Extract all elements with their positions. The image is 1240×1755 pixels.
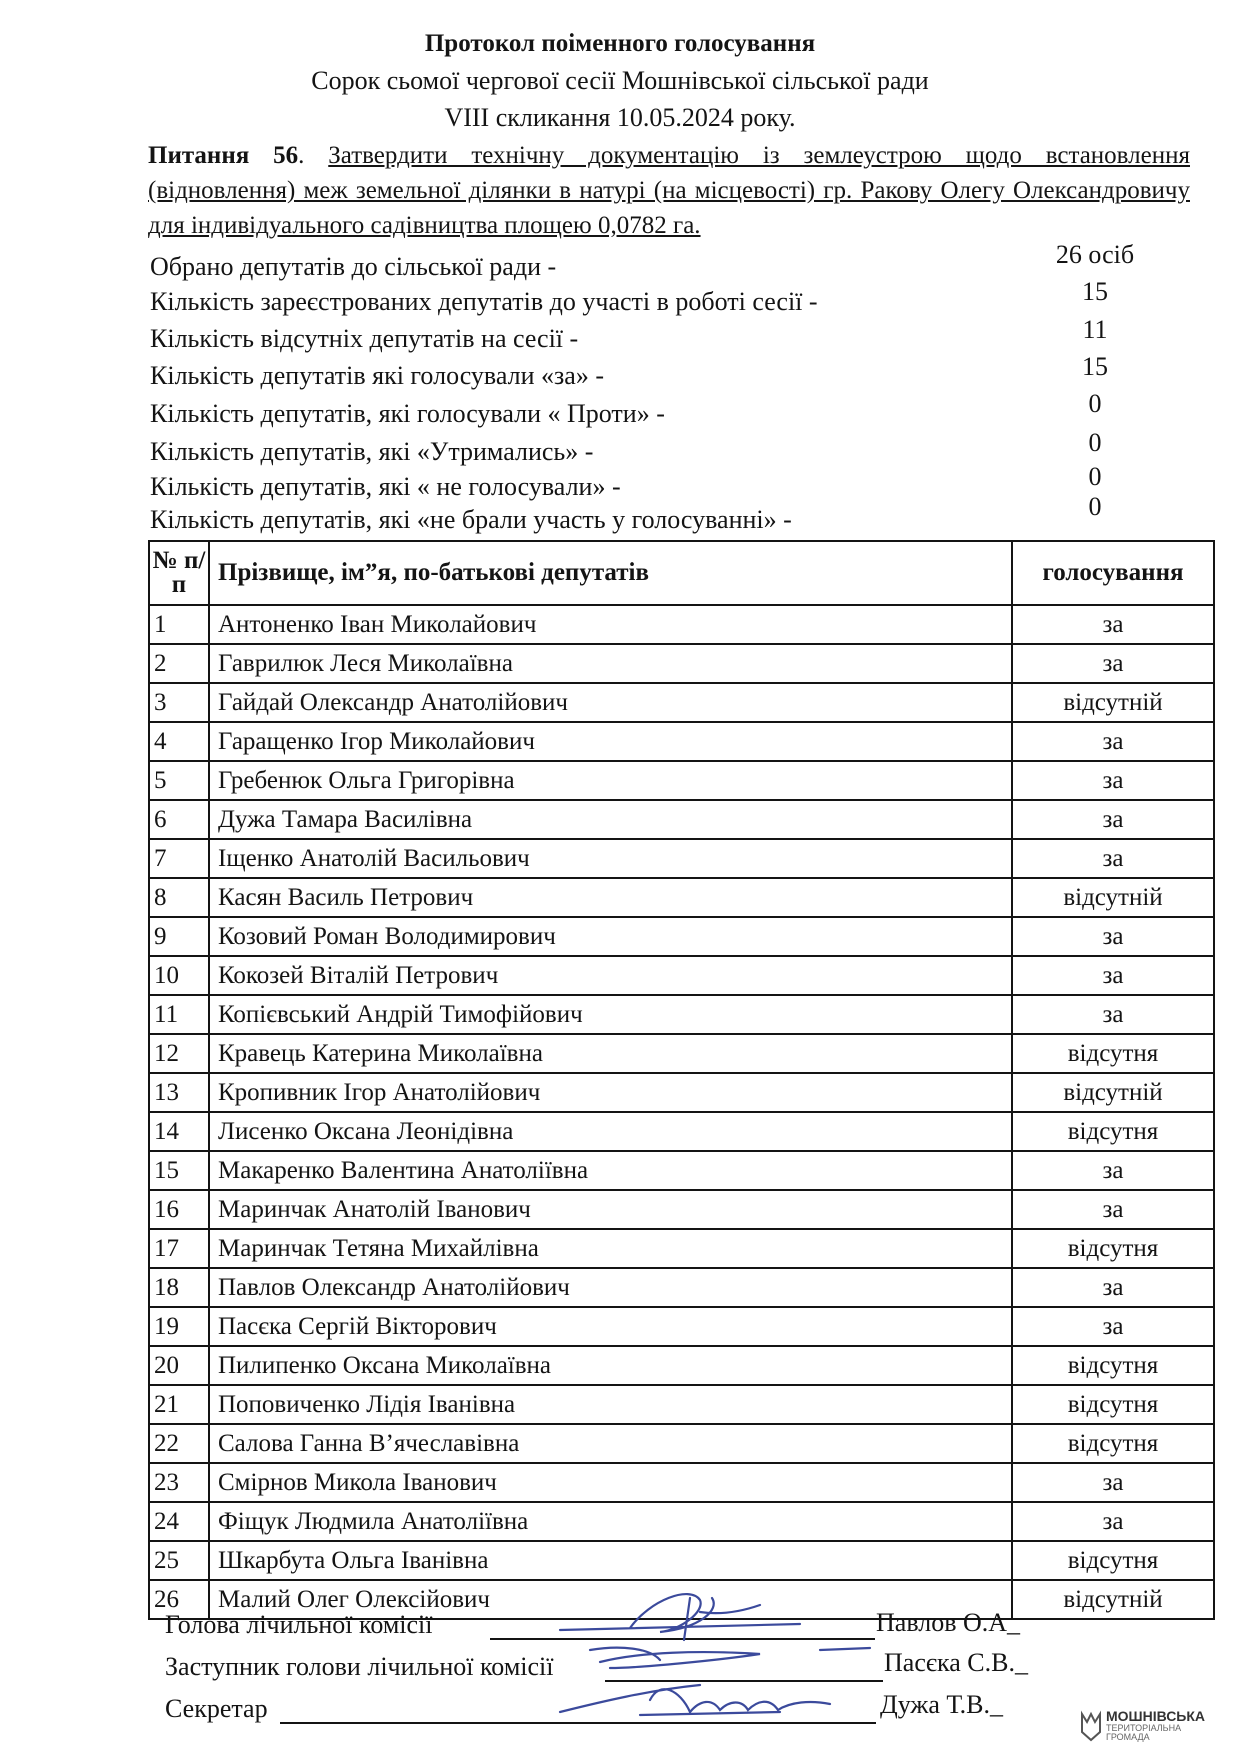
deputy-name: Пасєка Сергій Вікторович <box>209 1307 1012 1346</box>
stat-value: 0 <box>1088 462 1102 491</box>
vote-result: за <box>1012 800 1214 839</box>
stat-label: Обрано депутатів до сільської ради - <box>150 252 557 281</box>
stat-label: Кількість депутатів, які « не голосували» - <box>150 472 621 501</box>
deputy-name: Дужа Тамара Василівна <box>209 800 1012 839</box>
stat-label: Кількість депутатів, які «Утримались» - <box>150 437 594 466</box>
row-number: 15 <box>149 1151 209 1190</box>
deputy-name: Кропивник Ігор Анатолійович <box>209 1073 1012 1112</box>
row-number: 20 <box>149 1346 209 1385</box>
vote-result: за <box>1012 839 1214 878</box>
vote-result: за <box>1012 1268 1214 1307</box>
signature-role: Голова лічильної комісії <box>165 1610 433 1639</box>
vote-result: відсутній <box>1012 683 1214 722</box>
deputy-name: Лисенко Оксана Леонідівна <box>209 1112 1012 1151</box>
deputy-name: Гаращенко Ігор Миколайович <box>209 722 1012 761</box>
row-number: 9 <box>149 917 209 956</box>
stat-label: Кількість депутатів, які голосували « Проти» - <box>150 399 665 428</box>
question-text: Затвердити технічну документацію із землеустрою щодо встановлення (відновлення) меж земельної ділянки в натурі (на місцевості) гр. Ракову Олегу Олександровичу для індивідуального садівництва площею 0,0782 га. <box>148 142 1190 239</box>
deputy-name: Павлов Олександр Анатолійович <box>209 1268 1012 1307</box>
stat-value: 15 <box>1082 352 1108 381</box>
header-name: Прізвище, ім”я, по-батькові депутатів <box>209 541 1012 605</box>
row-number: 19 <box>149 1307 209 1346</box>
stat-value: 11 <box>1082 315 1108 344</box>
vote-result: відсутня <box>1012 1385 1214 1424</box>
signature-scribble <box>590 1648 870 1668</box>
document-title: Протокол поіменного голосування <box>424 30 816 57</box>
stat-value: 15 <box>1082 277 1108 306</box>
row-number: 14 <box>149 1112 209 1151</box>
stat-label: Кількість відсутніх депутатів на сесії - <box>150 324 579 353</box>
signature-name: Дужа Т.В._ <box>880 1690 1004 1719</box>
deputy-name: Кокозей Віталій Петрович <box>209 956 1012 995</box>
session-date: VIII скликання 10.05.2024 року. <box>444 103 796 132</box>
vote-result: за <box>1012 1190 1214 1229</box>
vote-result: за <box>1012 605 1214 644</box>
vote-result: відсутня <box>1012 1229 1214 1268</box>
signature-scribble <box>560 1594 800 1640</box>
deputy-name: Касян Василь Петрович <box>209 878 1012 917</box>
vote-result: за <box>1012 1502 1214 1541</box>
vote-result: відсутня <box>1012 1112 1214 1151</box>
signature-name: Пасєка С.В._ <box>884 1648 1028 1677</box>
deputy-name: Пилипенко Оксана Миколаївна <box>209 1346 1012 1385</box>
row-number: 26 <box>149 1580 209 1619</box>
vote-result: за <box>1012 761 1214 800</box>
deputy-name: Маринчак Тетяна Михайлівна <box>209 1229 1012 1268</box>
deputy-name: Гаврилюк Леся Миколаївна <box>209 644 1012 683</box>
row-number: 2 <box>149 644 209 683</box>
deputy-name: Гребенюк Ольга Григорівна <box>209 761 1012 800</box>
vote-result: за <box>1012 995 1214 1034</box>
row-number: 1 <box>149 605 209 644</box>
deputy-name: Поповиченко Лідія Іванівна <box>209 1385 1012 1424</box>
logo-subtitle: ТЕРИТОРІАЛЬНА ГРОМАДА <box>1106 1723 1182 1742</box>
row-number: 6 <box>149 800 209 839</box>
vote-result: за <box>1012 1151 1214 1190</box>
signature-role: Секретар <box>165 1694 268 1723</box>
vote-result: відсутня <box>1012 1541 1214 1580</box>
logo-title: МОШНІВСЬКА <box>1106 1708 1206 1724</box>
vote-result: відсутня <box>1012 1346 1214 1385</box>
stat-value: 0 <box>1088 428 1102 457</box>
signature-name: Павлов О.А_ <box>876 1608 1021 1637</box>
row-number: 22 <box>149 1424 209 1463</box>
deputy-name: Салова Ганна В’ячеславівна <box>209 1424 1012 1463</box>
deputy-name: Шкарбута Ольга Іванівна <box>209 1541 1012 1580</box>
community-logo <box>1080 1708 1230 1746</box>
vote-result: відсутня <box>1012 1034 1214 1073</box>
deputy-name: Малий Олег Олексійович <box>209 1580 1012 1619</box>
row-number: 12 <box>149 1034 209 1073</box>
deputy-name: Антоненко Іван Миколайович <box>209 605 1012 644</box>
deputy-name: Гайдай Олександр Анатолійович <box>209 683 1012 722</box>
signature-scribble <box>560 1685 830 1715</box>
header-num: № п/п <box>149 541 209 605</box>
stat-label: Кількість зареєстрованих депутатів до участі в роботі сесії - <box>150 287 818 316</box>
row-number: 11 <box>149 995 209 1034</box>
row-number: 3 <box>149 683 209 722</box>
deputy-name: Копієвський Андрій Тимофійович <box>209 995 1012 1034</box>
row-number: 25 <box>149 1541 209 1580</box>
row-number: 4 <box>149 722 209 761</box>
question-block: Питання 56. Затвердити технічну документацію із землеустрою щодо встановлення (відновлення) меж земельної ділянки в натурі (на місцевості) гр. Ракову Олегу Олександровичу для індивідуального садівництва площею 0,0782 га. <box>148 142 1190 239</box>
deputy-name: Козовий Роман Володимирович <box>209 917 1012 956</box>
row-number: 7 <box>149 839 209 878</box>
deputy-name: Кравець Катерина Миколаївна <box>209 1034 1012 1073</box>
vote-result: відсутня <box>1012 1424 1214 1463</box>
row-number: 18 <box>149 1268 209 1307</box>
vote-result: відсутній <box>1012 878 1214 917</box>
vote-result: за <box>1012 956 1214 995</box>
row-number: 24 <box>149 1502 209 1541</box>
stat-value: 0 <box>1088 492 1102 521</box>
signature-role: Заступник голови лічильної комісії <box>165 1652 554 1681</box>
row-number: 16 <box>149 1190 209 1229</box>
header-vote: голосування <box>1012 541 1214 605</box>
deputy-name: Смірнов Микола Іванович <box>209 1463 1012 1502</box>
deputy-name: Макаренко Валентина Анатоліївна <box>209 1151 1012 1190</box>
row-number: 21 <box>149 1385 209 1424</box>
vote-result: за <box>1012 644 1214 683</box>
deputy-name: Іщенко Анатолій Васильович <box>209 839 1012 878</box>
stat-value: 0 <box>1088 389 1102 418</box>
row-number: 17 <box>149 1229 209 1268</box>
stat-value: 26 осіб <box>1055 240 1135 269</box>
deputy-name: Фіщук Людмила Анатоліївна <box>209 1502 1012 1541</box>
row-number: 5 <box>149 761 209 800</box>
vote-result: відсутній <box>1012 1073 1214 1112</box>
vote-result: відсутній <box>1012 1580 1214 1619</box>
trident-icon <box>1080 1710 1102 1742</box>
row-number: 10 <box>149 956 209 995</box>
row-number: 23 <box>149 1463 209 1502</box>
row-number: 8 <box>149 878 209 917</box>
vote-result: за <box>1012 1463 1214 1502</box>
vote-result: за <box>1012 722 1214 761</box>
vote-result: за <box>1012 917 1214 956</box>
stat-label: Кількість депутатів, які «не брали участь у голосуванні» - <box>150 505 792 534</box>
row-number: 13 <box>149 1073 209 1112</box>
stat-label: Кількість депутатів які голосували «за» - <box>150 361 604 390</box>
deputy-name: Маринчак Анатолій Іванович <box>209 1190 1012 1229</box>
session-subtitle: Сорок сьомої чергової сесії Мошнівської сільської ради <box>311 66 929 95</box>
vote-result: за <box>1012 1307 1214 1346</box>
question-label: Питання 56 <box>148 142 299 169</box>
